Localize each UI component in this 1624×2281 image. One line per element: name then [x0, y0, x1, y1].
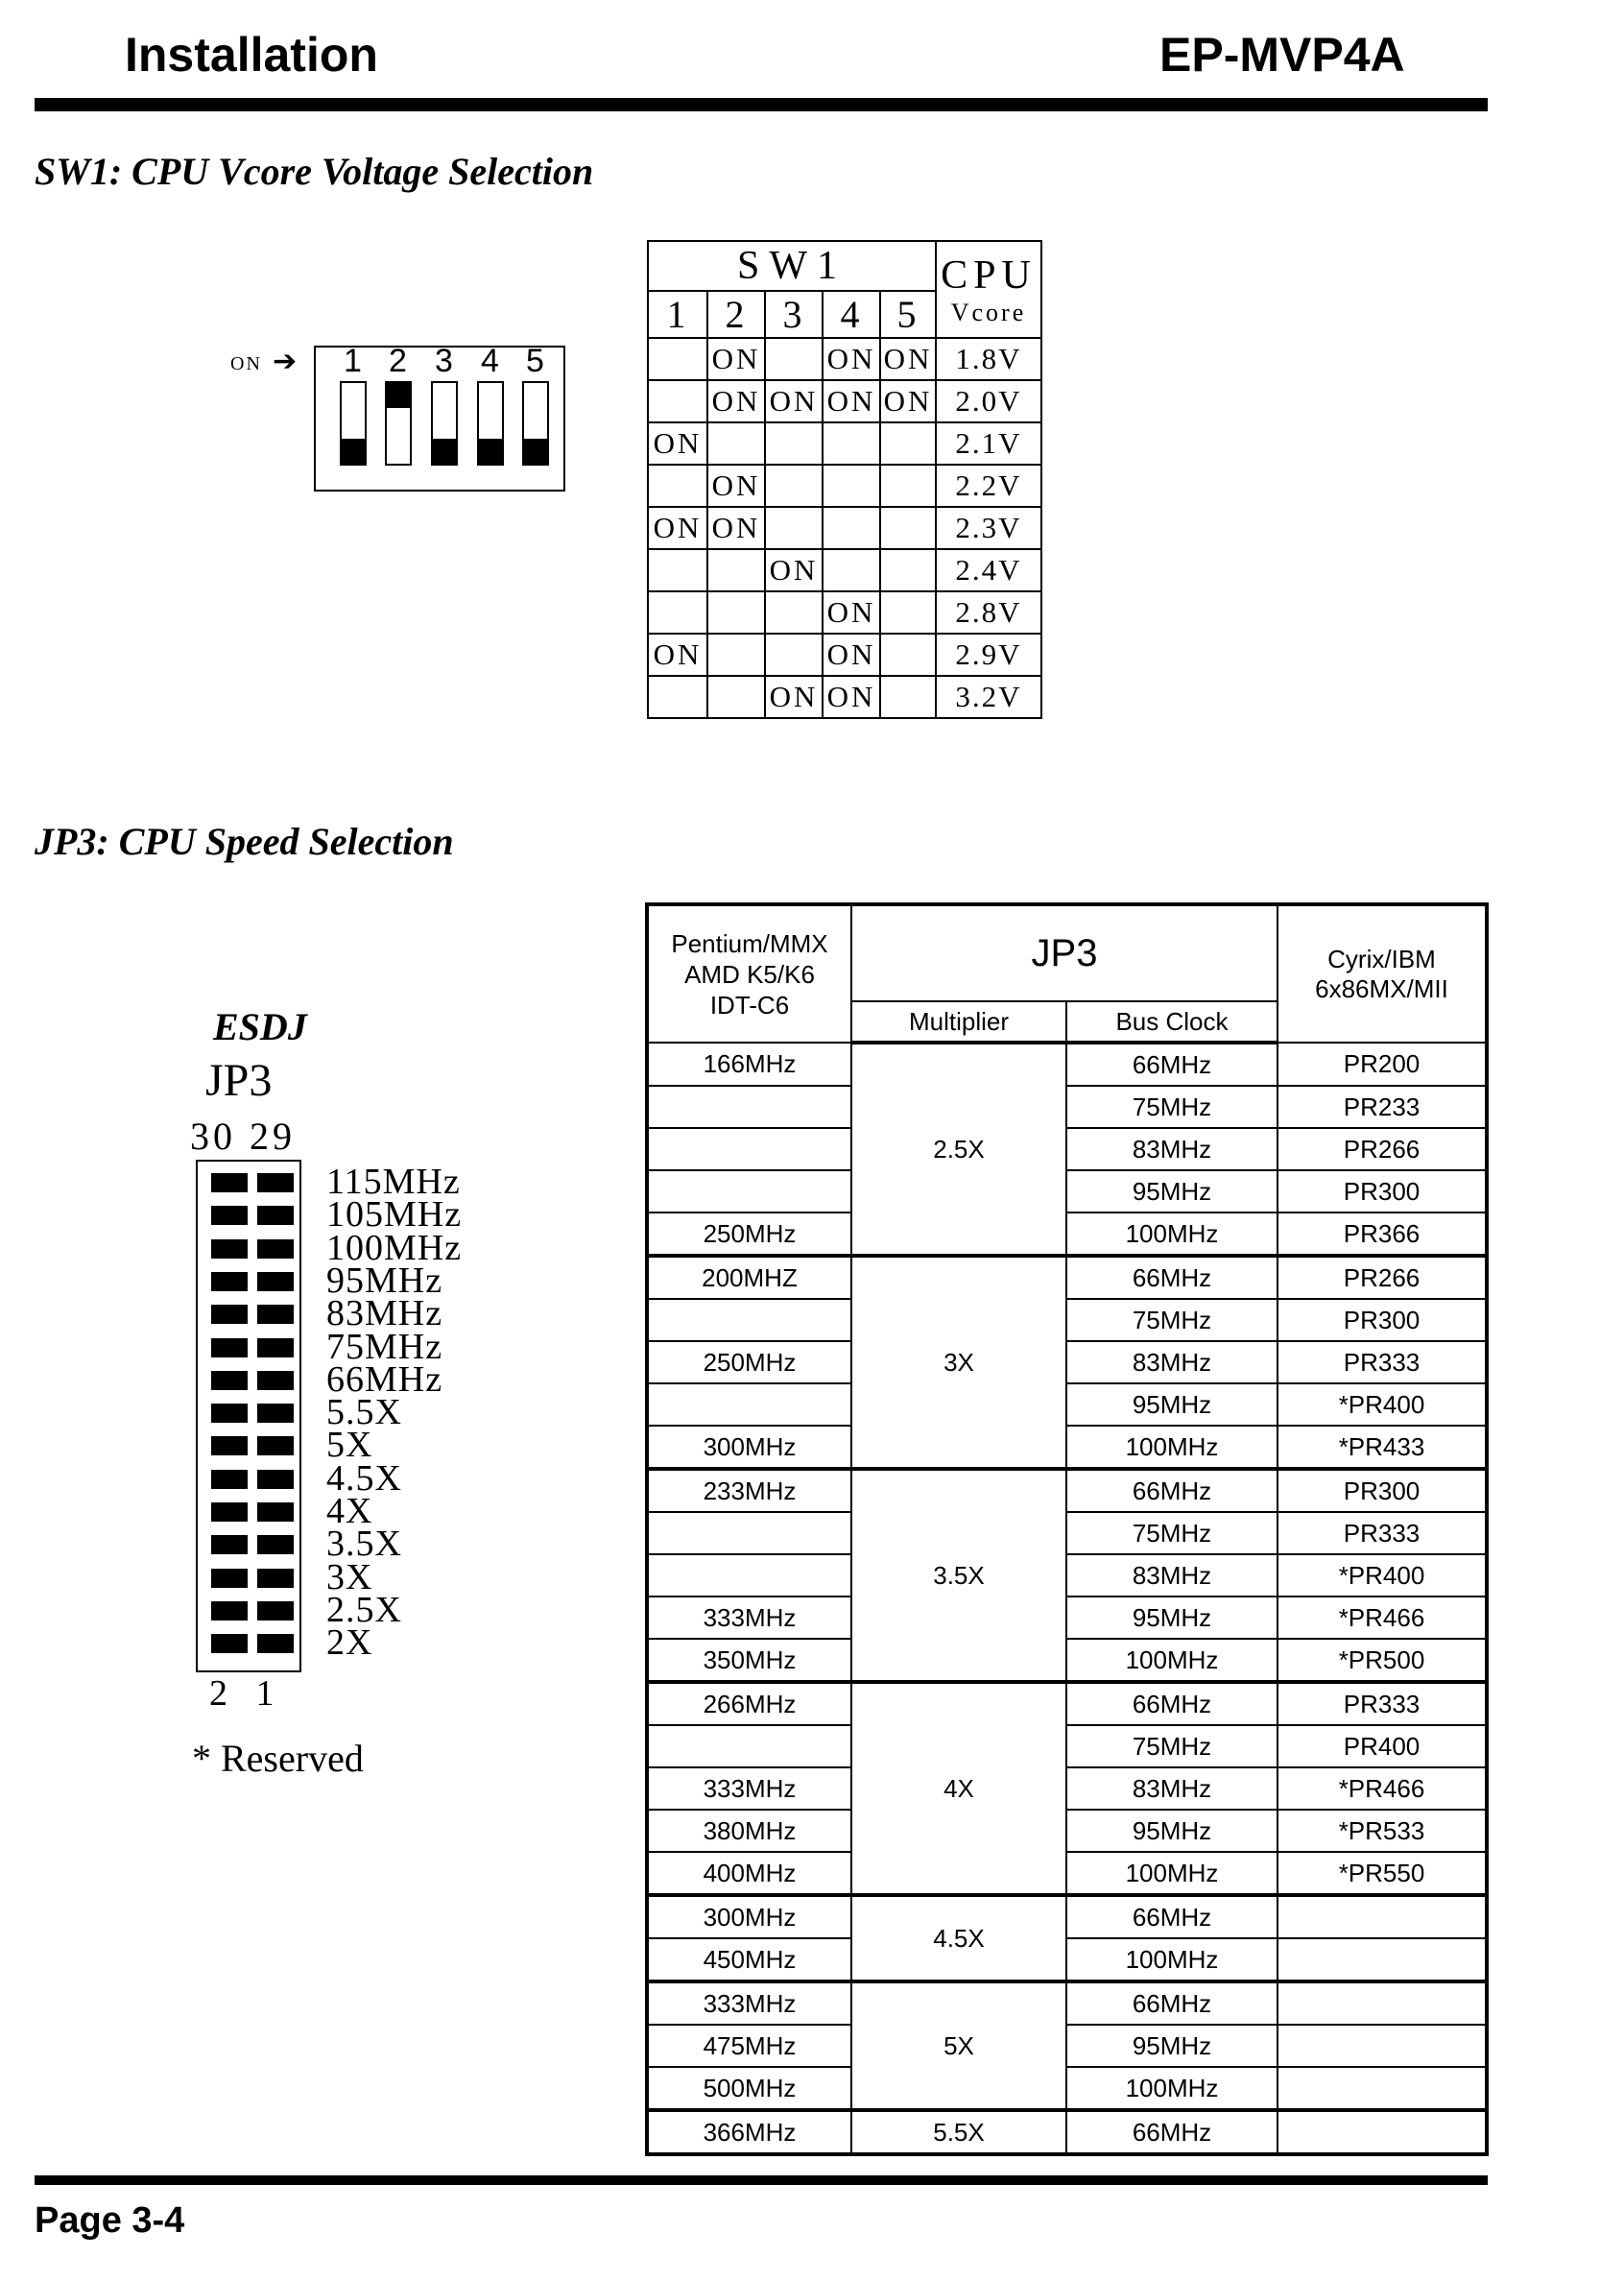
- speed-row: [647, 1341, 1487, 1383]
- busclock-cell: 95MHz: [1066, 2025, 1278, 2067]
- vcore-value-cell: 2.0V: [936, 380, 1041, 422]
- multiplier-cell: 4X: [851, 1682, 1066, 1895]
- switch-number-header: 2: [707, 291, 765, 338]
- busclock-cell: 95MHz: [1066, 1597, 1278, 1639]
- pentium-speed-cell: [647, 1554, 851, 1597]
- cyrix-rating-cell: PR400: [1278, 1725, 1487, 1767]
- switch-number-header: 4: [823, 291, 880, 338]
- speed-row: [647, 1852, 1487, 1895]
- switch-state-cell: [707, 549, 765, 591]
- switch-knob: [433, 439, 456, 464]
- jumper-pin: [211, 1206, 248, 1225]
- switch-state-cell: ON: [880, 338, 936, 380]
- jumper-pin: [257, 1601, 294, 1621]
- speed-row: [647, 2025, 1487, 2067]
- busclock-cell: 100MHz: [1066, 1852, 1278, 1895]
- pentium-speed-cell: 250MHz: [647, 1213, 851, 1256]
- vcore-row: [648, 422, 1041, 465]
- vcore-header: Vcore: [950, 298, 1027, 326]
- speed-row: [647, 1981, 1487, 2025]
- pentium-header-line: AMD K5/K6: [684, 959, 815, 989]
- jumper-pin: [257, 1436, 294, 1455]
- busclock-cell: 66MHz: [1066, 2110, 1278, 2154]
- jumper-pin: [257, 1173, 294, 1192]
- pentium-speed-cell: [647, 1383, 851, 1426]
- pin-label: 95MHz: [326, 1260, 443, 1301]
- speed-row: [647, 1128, 1487, 1170]
- switch-state-cell: ON: [823, 338, 880, 380]
- speed-row: [647, 2110, 1487, 2154]
- vcore-value-cell: 2.3V: [936, 507, 1041, 549]
- switch-knob: [342, 439, 365, 464]
- vcore-value-cell: 1.8V: [936, 338, 1041, 380]
- switch-state-cell: ON: [880, 380, 936, 422]
- speed-row: [647, 1512, 1487, 1554]
- on-label: ON: [230, 353, 262, 374]
- cyrix-rating-cell: *PR400: [1278, 1383, 1487, 1426]
- switch-state-cell: [823, 549, 880, 591]
- speed-row: [647, 1725, 1487, 1767]
- pentium-speed-cell: 350MHz: [647, 1639, 851, 1682]
- page-number: Page 3-4: [35, 2200, 185, 2241]
- busclock-cell: 66MHz: [1066, 1981, 1278, 2025]
- pin-label: 4X: [326, 1491, 373, 1531]
- vcore-value-cell: 2.2V: [936, 465, 1041, 507]
- speed-row: [647, 1554, 1487, 1597]
- cyrix-header-line: 6x86MX/MII: [1315, 973, 1448, 1003]
- jumper-pin: [257, 1535, 294, 1554]
- multiplier-cell: 3.5X: [851, 1469, 1066, 1682]
- jp3-section-title: JP3: CPU Speed Selection: [35, 820, 454, 863]
- switch-state-cell: [880, 549, 936, 591]
- vcore-row: [648, 338, 1041, 380]
- vcore-row: [648, 591, 1041, 634]
- jumper-pin: [211, 1634, 248, 1653]
- speed-row: [647, 1426, 1487, 1469]
- speed-row: [647, 1895, 1487, 1938]
- pin-label: 2.5X: [326, 1589, 402, 1630]
- switch-state-cell: [880, 634, 936, 676]
- switch-slot: [522, 381, 549, 466]
- pentium-speed-cell: 500MHz: [647, 2067, 851, 2110]
- switch-number-header: 1: [648, 291, 707, 338]
- jumper-pin: [257, 1502, 294, 1522]
- cyrix-rating-cell: PR300: [1278, 1170, 1487, 1213]
- cyrix-rating-cell: PR333: [1278, 1512, 1487, 1554]
- speed-row: [647, 1938, 1487, 1981]
- busclock-cell: 83MHz: [1066, 1554, 1278, 1597]
- pentium-speed-cell: 250MHz: [647, 1341, 851, 1383]
- jumper-pin: [211, 1305, 248, 1324]
- switch-state-cell: [707, 676, 765, 718]
- header-section-title: Installation: [125, 28, 378, 82]
- jumper-pin: [211, 1535, 248, 1554]
- cyrix-rating-cell: *PR500: [1278, 1639, 1487, 1682]
- switch-number-header: 3: [765, 291, 823, 338]
- busclock-cell: 95MHz: [1066, 1170, 1278, 1213]
- header-model-name: EP-MVP4A: [1159, 28, 1405, 82]
- switch-state-cell: [707, 422, 765, 465]
- switch-state-cell: ON: [765, 549, 823, 591]
- pentium-speed-cell: 266MHz: [647, 1682, 851, 1725]
- vcore-value-cell: 2.8V: [936, 591, 1041, 634]
- busclock-cell: 100MHz: [1066, 1639, 1278, 1682]
- vcore-header-row: [648, 241, 1041, 291]
- pentium-speed-cell: 450MHz: [647, 1938, 851, 1981]
- switch-number: 3: [435, 343, 453, 379]
- busclock-cell: 66MHz: [1066, 1256, 1278, 1299]
- speed-row: [647, 1810, 1487, 1852]
- pin-label: 5X: [326, 1425, 373, 1466]
- cyrix-rating-cell: *PR400: [1278, 1554, 1487, 1597]
- jumper-pin: [257, 1371, 294, 1390]
- speed-row: [647, 1597, 1487, 1639]
- busclock-cell: 75MHz: [1066, 1725, 1278, 1767]
- switch-state-cell: ON: [765, 676, 823, 718]
- pentium-speed-cell: 300MHz: [647, 1426, 851, 1469]
- switch-state-cell: ON: [648, 422, 707, 465]
- switch-state-cell: ON: [823, 380, 880, 422]
- header-rule: [35, 98, 1488, 111]
- pin-label: 75MHz: [326, 1326, 443, 1367]
- jumper-pin: [211, 1272, 248, 1291]
- cyrix-header-line: Cyrix/IBM: [1327, 944, 1436, 973]
- pin-label: 2X: [326, 1622, 373, 1664]
- switch-state-cell: [648, 338, 707, 380]
- pentium-speed-cell: 366MHz: [647, 2110, 851, 2154]
- cyrix-rating-cell: PR266: [1278, 1256, 1487, 1299]
- switch-slot: [431, 381, 458, 466]
- vcore-value-cell: 2.4V: [936, 549, 1041, 591]
- speed-row: [647, 1170, 1487, 1213]
- pin-label: 105MHz: [326, 1194, 463, 1236]
- cyrix-rating-cell: PR333: [1278, 1682, 1487, 1725]
- switch-state-cell: ON: [707, 380, 765, 422]
- pin-label: 100MHz: [326, 1227, 463, 1268]
- speed-header-row: [647, 904, 1487, 1001]
- busclock-cell: 83MHz: [1066, 1128, 1278, 1170]
- jumper-pin: [211, 1601, 248, 1621]
- connector-label: JP3: [205, 1055, 273, 1106]
- multiplier-header: Multiplier: [851, 1001, 1066, 1043]
- switch-state-cell: ON: [823, 591, 880, 634]
- jumper-pin: [257, 1634, 294, 1653]
- pin-label: 3.5X: [326, 1524, 402, 1565]
- cyrix-rating-cell: PR333: [1278, 1341, 1487, 1383]
- switch-state-cell: ON: [823, 676, 880, 718]
- switch-slot: [477, 381, 504, 466]
- cyrix-rating-cell: *PR550: [1278, 1852, 1487, 1895]
- pentium-speed-cell: 333MHz: [647, 1597, 851, 1639]
- pentium-speed-cell: 300MHz: [647, 1895, 851, 1938]
- vcore-value-cell: 2.1V: [936, 422, 1041, 465]
- pentium-speed-cell: [647, 1086, 851, 1128]
- switch-state-cell: [765, 634, 823, 676]
- switch-state-cell: [648, 591, 707, 634]
- pentium-speed-cell: 333MHz: [647, 1767, 851, 1810]
- switch-state-cell: ON: [823, 634, 880, 676]
- cyrix-rating-cell: PR300: [1278, 1299, 1487, 1341]
- switch-number: 4: [481, 343, 499, 379]
- switch-state-cell: [765, 338, 823, 380]
- switch-knob: [524, 439, 547, 464]
- pin-label: 5.5X: [326, 1392, 402, 1433]
- speed-row: [647, 1043, 1487, 1086]
- switch-state-cell: [823, 422, 880, 465]
- vcore-row: [648, 507, 1041, 549]
- busclock-cell: 83MHz: [1066, 1767, 1278, 1810]
- speed-row: [647, 1213, 1487, 1256]
- switch-state-cell: ON: [707, 507, 765, 549]
- switch-state-cell: [707, 591, 765, 634]
- sw1-section-title: SW1: CPU Vcore Voltage Selection: [35, 150, 594, 193]
- jumper-pin: [211, 1569, 248, 1588]
- speed-row: [647, 1639, 1487, 1682]
- pentium-speed-cell: 233MHz: [647, 1469, 851, 1512]
- switch-state-cell: [765, 422, 823, 465]
- cyrix-rating-cell: [1278, 2025, 1487, 2067]
- pentium-speed-cell: 400MHz: [647, 1852, 851, 1895]
- switch-state-cell: ON: [707, 465, 765, 507]
- switch-state-cell: ON: [765, 380, 823, 422]
- busclock-cell: 66MHz: [1066, 1895, 1278, 1938]
- pentium-speed-cell: [647, 1725, 851, 1767]
- cyrix-rating-cell: [1278, 2067, 1487, 2110]
- speed-row: [647, 1256, 1487, 1299]
- jumper-pin: [211, 1239, 248, 1259]
- pentium-speed-cell: 166MHz: [647, 1043, 851, 1086]
- busclock-cell: 95MHz: [1066, 1810, 1278, 1852]
- cyrix-rating-cell: *PR466: [1278, 1597, 1487, 1639]
- switch-state-cell: [648, 380, 707, 422]
- switch-state-cell: [823, 465, 880, 507]
- busclock-header: Bus Clock: [1066, 1001, 1278, 1043]
- speed-row: [647, 1767, 1487, 1810]
- busclock-cell: 95MHz: [1066, 1383, 1278, 1426]
- switch-state-cell: [648, 465, 707, 507]
- cpu-header: CPU: [941, 252, 1037, 298]
- multiplier-cell: 2.5X: [851, 1043, 1066, 1256]
- switch-state-cell: ON: [707, 338, 765, 380]
- busclock-cell: 66MHz: [1066, 1043, 1278, 1086]
- switch-number: 1: [344, 343, 362, 379]
- switch-number-header: 5: [880, 291, 936, 338]
- vcore-row: [648, 634, 1041, 676]
- pentium-speed-cell: 200MHZ: [647, 1256, 851, 1299]
- vcore-row: [648, 465, 1041, 507]
- switch-state-cell: [765, 507, 823, 549]
- jumper-pin: [257, 1404, 294, 1423]
- switch-state-cell: ON: [648, 507, 707, 549]
- busclock-cell: 66MHz: [1066, 1682, 1278, 1725]
- vcore-row: [648, 676, 1041, 718]
- multiplier-cell: 4.5X: [851, 1895, 1066, 1981]
- speed-row: [647, 1383, 1487, 1426]
- top-pin-numbers: 30 29: [190, 1115, 296, 1158]
- busclock-cell: 100MHz: [1066, 1426, 1278, 1469]
- busclock-cell: 75MHz: [1066, 1299, 1278, 1341]
- vcore-value-cell: 3.2V: [936, 676, 1041, 718]
- jumper-pin: [257, 1239, 294, 1259]
- switch-state-cell: [765, 591, 823, 634]
- speed-row: [647, 1299, 1487, 1341]
- jumper-pin: [257, 1470, 294, 1489]
- pentium-speed-cell: 475MHz: [647, 2025, 851, 2067]
- vcore-table: [647, 240, 1042, 719]
- switch-number: 5: [526, 343, 544, 379]
- jumper-pin: [211, 1338, 248, 1357]
- switch-state-cell: [823, 507, 880, 549]
- vcore-row: [648, 380, 1041, 422]
- busclock-cell: 100MHz: [1066, 2067, 1278, 2110]
- busclock-cell: 75MHz: [1066, 1512, 1278, 1554]
- cyrix-rating-cell: [1278, 1895, 1487, 1938]
- jumper-pin: [257, 1305, 294, 1324]
- jp3-header: JP3: [851, 904, 1278, 1001]
- cyrix-rating-cell: PR366: [1278, 1213, 1487, 1256]
- pin-label: 4.5X: [326, 1457, 402, 1499]
- switch-number: 2: [389, 343, 407, 379]
- switch-state-cell: [880, 676, 936, 718]
- connector-brand: ESDJ: [213, 1005, 307, 1048]
- pentium-speed-cell: [647, 1128, 851, 1170]
- cyrix-rating-cell: *PR533: [1278, 1810, 1487, 1852]
- speed-row: [647, 2067, 1487, 2110]
- arrow-right-icon: ➔: [273, 346, 298, 377]
- cpu-speed-table: [645, 902, 1489, 2156]
- pentium-speed-cell: 333MHz: [647, 1981, 851, 2025]
- vcore-value-cell: 2.9V: [936, 634, 1041, 676]
- jumper-pin: [211, 1502, 248, 1522]
- pin-label: 66MHz: [326, 1358, 443, 1400]
- busclock-cell: 75MHz: [1066, 1086, 1278, 1128]
- cyrix-rating-cell: PR200: [1278, 1043, 1487, 1086]
- switch-slot: [340, 381, 367, 466]
- pentium-speed-cell: [647, 1170, 851, 1213]
- cpu-vcore-header: [936, 241, 1041, 338]
- pentium-header: [647, 904, 851, 1043]
- vcore-row: [648, 549, 1041, 591]
- pentium-header-line: IDT-C6: [709, 990, 790, 1020]
- jumper-pin: [257, 1338, 294, 1357]
- jumper-pin: [257, 1206, 294, 1225]
- multiplier-cell: 5X: [851, 1981, 1066, 2110]
- switch-state-cell: [648, 676, 707, 718]
- jumper-pin: [211, 1173, 248, 1192]
- speed-row: [647, 1682, 1487, 1725]
- switch-state-cell: [765, 465, 823, 507]
- speed-row: [647, 1086, 1487, 1128]
- cyrix-rating-cell: PR300: [1278, 1469, 1487, 1512]
- jumper-pin: [211, 1470, 248, 1489]
- reserved-note: * Reserved: [192, 1737, 364, 1780]
- sw1-header: SW1: [648, 241, 936, 291]
- jumper-pin: [211, 1371, 248, 1390]
- pentium-speed-cell: 380MHz: [647, 1810, 851, 1852]
- switch-state-cell: [880, 591, 936, 634]
- pentium-speed-cell: [647, 1512, 851, 1554]
- switch-state-cell: [648, 549, 707, 591]
- multiplier-cell: 5.5X: [851, 2110, 1066, 2154]
- switch-knob: [479, 439, 502, 464]
- switch-state-cell: [880, 422, 936, 465]
- footer-rule: [35, 2175, 1488, 2185]
- switch-state-cell: [707, 634, 765, 676]
- jumper-pin: [257, 1272, 294, 1291]
- switch-knob: [387, 383, 410, 408]
- pin-label: 83MHz: [326, 1293, 443, 1334]
- switch-state-cell: [880, 507, 936, 549]
- jumper-pin: [211, 1404, 248, 1423]
- cyrix-rating-cell: [1278, 2110, 1487, 2154]
- pin-label: 115MHz: [326, 1162, 461, 1202]
- busclock-cell: 100MHz: [1066, 1213, 1278, 1256]
- cyrix-rating-cell: *PR433: [1278, 1426, 1487, 1469]
- cyrix-rating-cell: [1278, 1938, 1487, 1981]
- cyrix-header: [1278, 904, 1487, 1043]
- pentium-speed-cell: [647, 1299, 851, 1341]
- busclock-cell: 83MHz: [1066, 1341, 1278, 1383]
- cyrix-rating-cell: *PR466: [1278, 1767, 1487, 1810]
- cyrix-rating-cell: [1278, 1981, 1487, 2025]
- switch-state-cell: ON: [648, 634, 707, 676]
- busclock-cell: 100MHz: [1066, 1938, 1278, 1981]
- switch-slot: [385, 381, 412, 466]
- cyrix-rating-cell: PR233: [1278, 1086, 1487, 1128]
- pentium-header-line: Pentium/MMX: [671, 928, 828, 958]
- bottom-pin-numbers: 2 1: [209, 1673, 284, 1714]
- pin-label: 3X: [326, 1556, 373, 1597]
- switch-state-cell: [880, 465, 936, 507]
- jumper-pin: [257, 1569, 294, 1588]
- speed-row: [647, 1469, 1487, 1512]
- jumper-pin: [211, 1436, 248, 1455]
- multiplier-cell: 3X: [851, 1256, 1066, 1469]
- cyrix-rating-cell: PR266: [1278, 1128, 1487, 1170]
- busclock-cell: 66MHz: [1066, 1469, 1278, 1512]
